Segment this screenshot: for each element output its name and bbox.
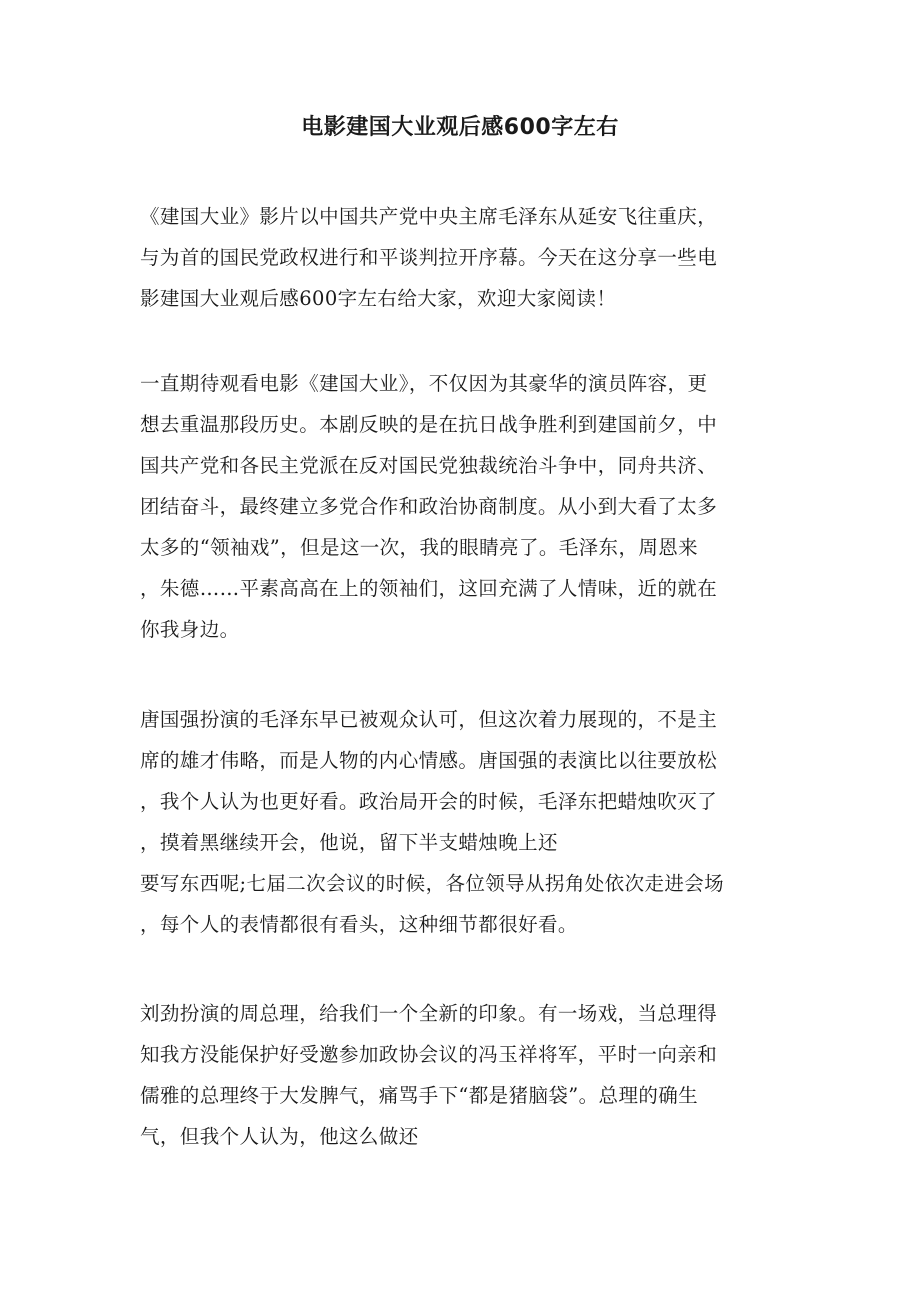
text-line: 要写东西呢;七届二次会议的时候，各位领导从拐角处依次走进会场 <box>140 872 725 895</box>
paragraph-mao <box>140 699 790 945</box>
paragraph-zhou <box>140 993 790 1157</box>
text-line: 席的雄才伟略，而是人物的内心情感。唐国强的表演比以往要放松 <box>140 749 718 772</box>
text-line: 知我方没能保护好受邀参加政协会议的冯玉祥将军，平时一向亲和 <box>140 1043 718 1066</box>
document-title: 电影建国大业观后感600字左右 <box>301 115 619 140</box>
text-line: 团结奋斗，最终建立多党合作和政治协商制度。从小到大看了太多 <box>140 495 718 518</box>
text-line: 影建国大业观后感600字左右给大家，欢迎大家阅读！ <box>140 287 617 310</box>
text-line: 气，但我个人认为，他这么做还 <box>140 1125 419 1148</box>
paragraph-intro <box>140 196 790 319</box>
text-line: ，每个人的表情都很有看头，这种细节都很好看。 <box>140 913 578 936</box>
text-line: 国共产党和各民主党派在反对国民党独裁统治斗争中，同舟共济、 <box>140 454 718 477</box>
text-line: ，朱德……平素高高在上的领袖们，这回充满了人情味，近的就在 <box>140 577 718 600</box>
text-line: 太多的“领袖戏”，但是这一次，我的眼睛亮了。毛泽东，周恩来 <box>140 536 699 559</box>
paragraph-expectation <box>140 363 790 650</box>
text-line: ，我个人认为也更好看。政治局开会的时候，毛泽东把蜡烛吹灭了 <box>140 790 718 813</box>
text-line: 刘劲扮演的周总理，给我们一个全新的印象。有一场戏，当总理得 <box>140 1002 718 1025</box>
text-line: 想去重温那段历史。本剧反映的是在抗日战争胜利到建国前夕，中 <box>140 413 718 436</box>
text-line: 与为首的国民党政权进行和平谈判拉开序幕。今天在这分享一些电 <box>140 246 718 269</box>
text-line: 唐国强扮演的毛泽东早已被观众认可，但这次着力展现的，不是主 <box>140 708 718 731</box>
text-line: ，摸着黑继续开会，他说，留下半支蜡烛晚上还 <box>140 831 558 854</box>
text-line: 《建国大业》影片以中国共产党中央主席毛泽东从延安飞往重庆， <box>140 205 718 228</box>
text-line: 一直期待观看电影《建国大业》，不仅因为其豪华的演员阵容，更 <box>140 372 708 395</box>
text-line: 你我身边。 <box>140 618 240 641</box>
text-line: 儒雅的总理终于大发脾气，痛骂手下“都是猪脑袋”。总理的确生 <box>140 1084 699 1107</box>
